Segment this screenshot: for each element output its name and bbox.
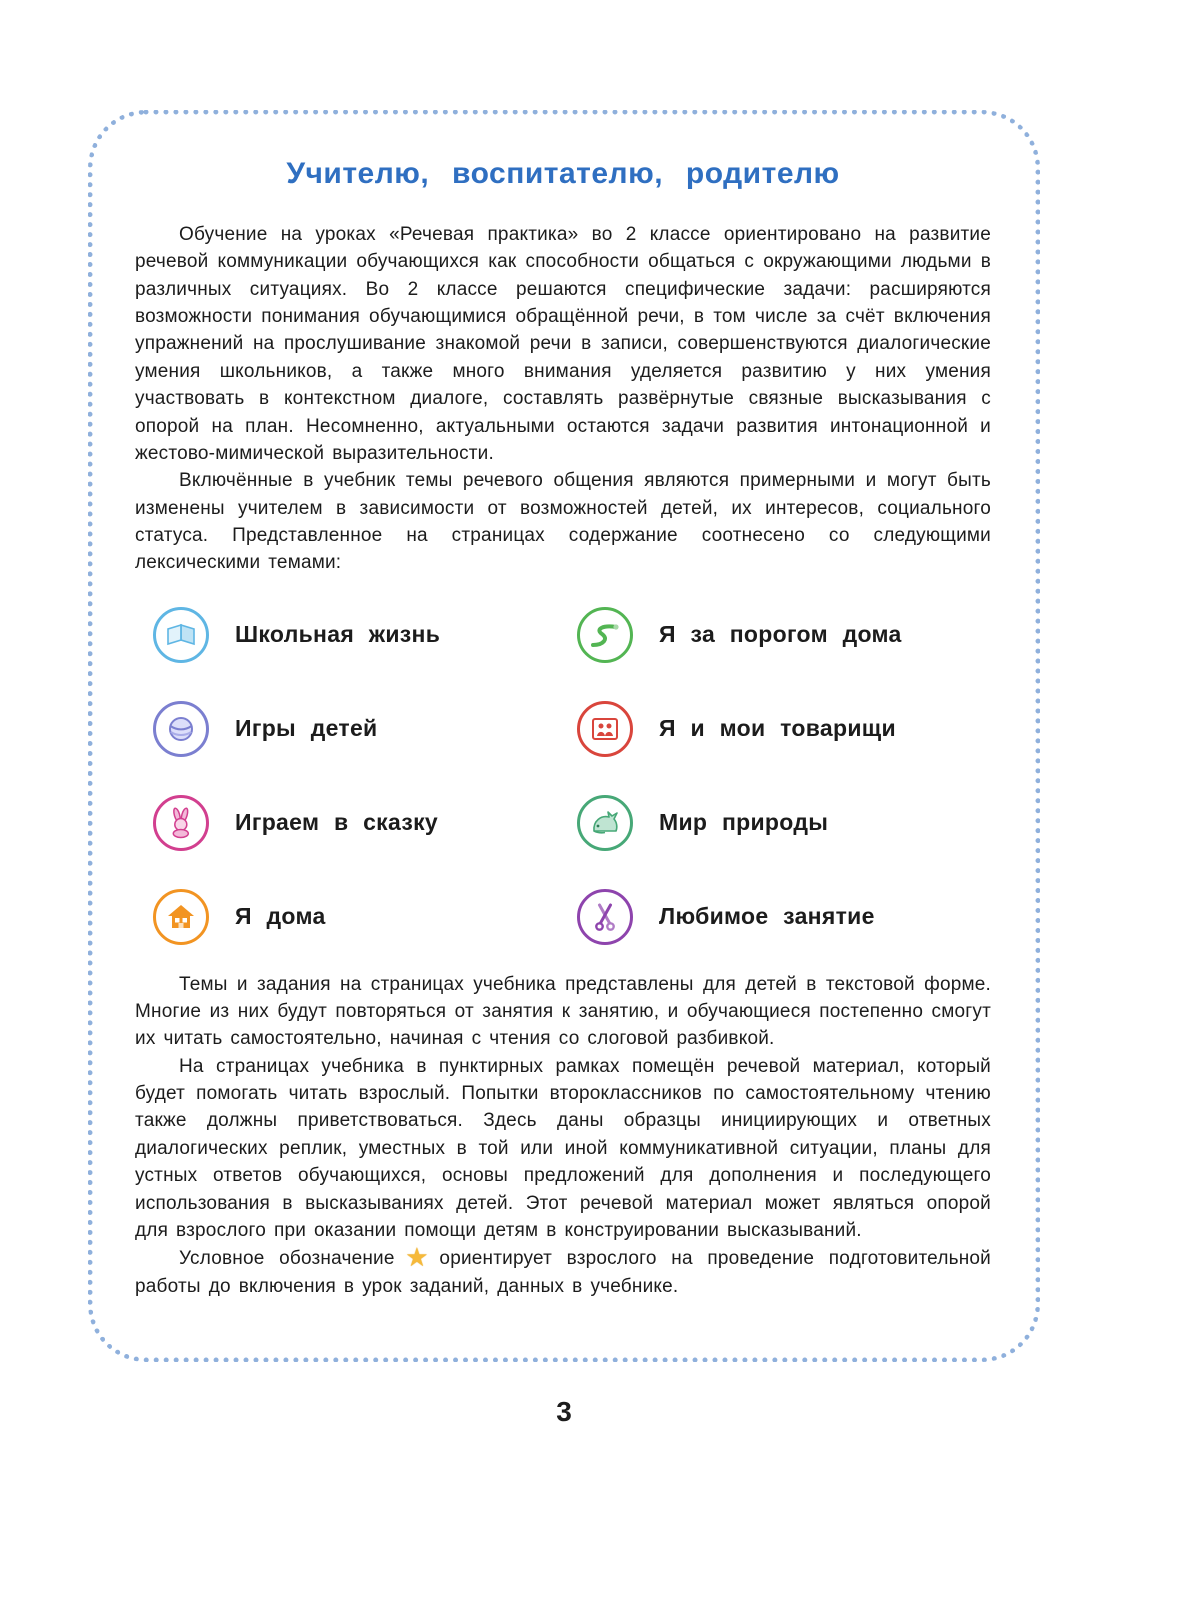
hedgehog-icon: [577, 795, 633, 851]
theme-item-at-home: [153, 889, 567, 945]
dotted-border-frame: [88, 110, 1040, 1362]
theme-label: Мир природы: [659, 809, 829, 836]
star-note-before: Условное обозначение: [179, 1248, 395, 1270]
star-note-after: ориентирует взрослого на проведение подготовительной работы до включения в урок заданий, данных в учебнике.: [135, 1248, 991, 1297]
page-title: Учителю, воспитателю, родителю: [286, 157, 840, 190]
paragraph-intro: Обучение на уроках «Речевая практика» во 2 классе ориентировано на развитие речевой коммуникации обучающихся как способности общаться с окружающими людьми в различных ситуациях. Во 2 классе решаются специфические задачи: расширяются возможности понимания обучающимися обращённой речи, в том числе за счёт включения упражнений на прослушивание знакомой речи в записи, совершенствуются диалогические умения школьников, а также много внимания уделяется развитию у них умения участвовать в контекстном диалоге, составлять развёрнутые связные высказывания с опорой на план. Несомненно, актуальными остаются задачи развития интонационной и жестово-мимической выразительности.: [135, 224, 991, 464]
scissors-icon: [577, 889, 633, 945]
theme-item-school-life: [153, 607, 567, 663]
paragraph-dotted-frames: На страницах учебника в пунктирных рамках помещён речевой материал, который будет помогать читать взрослый. Попытки второклассников по самостоятельному чтению также должны приветствоваться. Здесь даны образцы инициирующих и ответных диалогических реплик, уместных в той или иной коммуникативной ситуации, планы для устных ответов обучающихся, основы предложений для дополнения и последующего использования в высказываниях детей. Этот речевой материал может являться опорой для взрослого при оказании помощи детям в конструировании высказываний.: [135, 1055, 991, 1241]
themes-grid: [153, 607, 991, 945]
theme-label: Школьная жизнь: [235, 621, 441, 648]
theme-item-favorite-activity: [577, 889, 991, 945]
theme-item-my-friends: [577, 701, 991, 757]
theme-item-fairy-tale: [153, 795, 567, 851]
page-number: 3: [556, 1396, 572, 1427]
theme-item-nature: [577, 795, 991, 851]
friends-icon: [577, 701, 633, 757]
theme-label: Я и мои товарищи: [659, 715, 896, 742]
path-icon: [577, 607, 633, 663]
theme-label: Играем в сказку: [235, 809, 438, 836]
ball-icon: [153, 701, 209, 757]
theme-item-beyond-home: [577, 607, 991, 663]
star-icon: ★: [398, 1242, 436, 1273]
paragraph-text-form: Темы и задания на страницах учебника представлены для детей в текстовой форме. Многие из них будут повторяться от занятия к занятию, и обучающиеся постепенно смогут их читать самостоятельно, начиная с чтения со слоговой разбивкой.: [135, 973, 991, 1050]
theme-item-children-games: [153, 701, 567, 757]
open-book-icon: [153, 607, 209, 663]
theme-label: Я за порогом дома: [659, 621, 902, 648]
bunny-icon: [153, 795, 209, 851]
paragraph-star-note: [135, 1244, 991, 1300]
paragraph-themes-intro: Включённые в учебник темы речевого общения являются примерными и могут быть изменены учителем в зависимости от возможностей детей, их интересов, социального статуса. Представленное на страницах содержание соотнесено со следующими лексическими темами:: [135, 470, 991, 574]
theme-label: Игры детей: [235, 715, 378, 742]
theme-label: Любимое занятие: [659, 903, 875, 930]
theme-label: Я дома: [235, 903, 326, 930]
house-icon: [153, 889, 209, 945]
